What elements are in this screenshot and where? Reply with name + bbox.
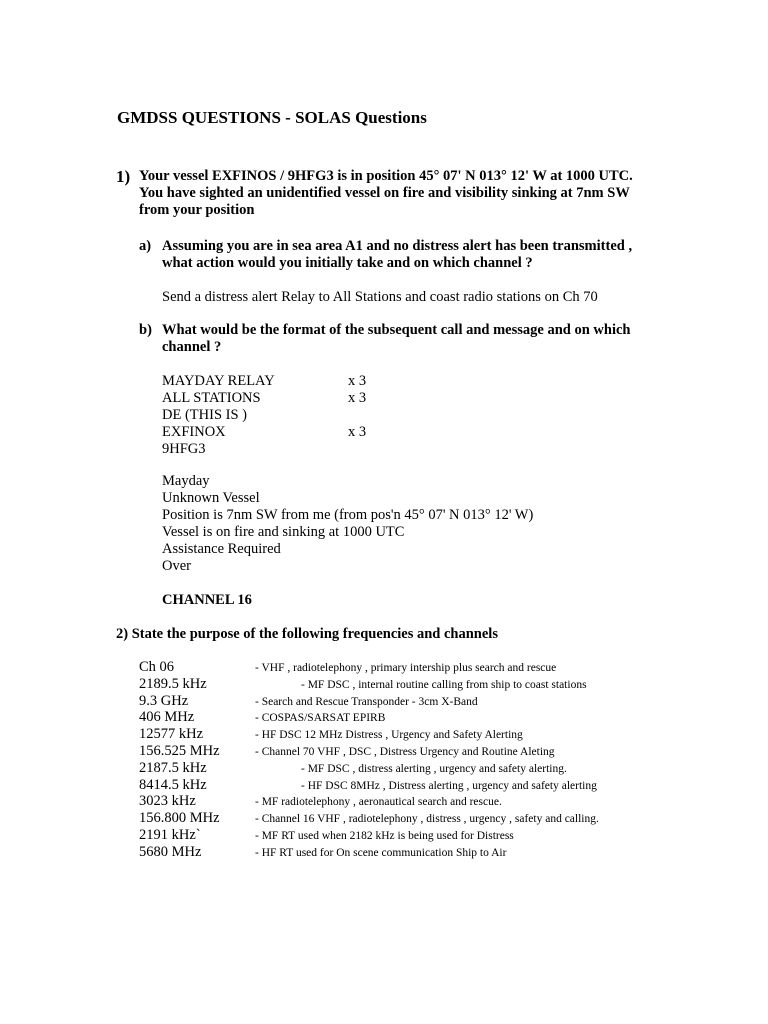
frequency-value: 2189.5 kHz xyxy=(139,675,207,692)
frequency-value: 12577 kHz xyxy=(139,726,204,743)
frequency-purpose: - MF radiotelephony , aeronautical search and rescue. xyxy=(255,796,502,809)
question-1-number: 1) xyxy=(116,167,131,186)
frequency-value: 9.3 GHz xyxy=(139,692,189,709)
frequency-value: 156.525 MHz xyxy=(139,742,220,759)
call-row-text: ALL STATIONS xyxy=(162,390,261,406)
call-row-count: x 3 xyxy=(348,424,367,440)
frequency-purpose: - COSPAS/SARSAT EPIRB xyxy=(255,712,386,725)
question-1a-text: Assuming you are in sea area A1 and no distress alert has been transmitted , what action would you initially take and on which channel ? xyxy=(162,238,633,271)
document-title: GMDSS QUESTIONS - SOLAS Questions xyxy=(117,108,427,127)
question-2-text: 2) State the purpose of the following frequencies and channels xyxy=(116,626,498,642)
question-1-text: Your vessel EXFINOS / 9HFG3 is in position 45° 07' N 013° 12' W at 1000 UTC. You have sighted an unidentified vessel on fire and visibility sinking at 7nm SW from your position xyxy=(139,168,633,218)
frequency-value: 8414.5 kHz xyxy=(139,776,207,793)
frequency-purpose: - HF DSC 8MHz , Distress alerting , urgency and safety alerting xyxy=(301,779,597,792)
distress-message xyxy=(162,473,533,575)
question-1b-text: What would be the format of the subsequent call and message and on which channel ? xyxy=(162,322,631,355)
message-line: Over xyxy=(162,558,191,574)
call-format-table xyxy=(162,373,367,458)
frequency-purpose: - Search and Rescue Transponder - 3cm X-Band xyxy=(255,695,478,708)
call-row-text: EXFINOX xyxy=(162,424,226,440)
frequency-purpose: - HF RT used for On scene communication Ship to Air xyxy=(255,846,507,859)
call-row xyxy=(162,373,367,390)
message-line: Position is 7nm SW from me (from pos'n 45° 07' N 013° 12' W) xyxy=(162,507,534,523)
frequency-value: 3023 kHz xyxy=(139,793,196,810)
call-row xyxy=(162,390,367,407)
frequency-value: 2191 kHz` xyxy=(139,826,201,843)
frequency-value: 156.800 MHz xyxy=(139,810,220,827)
call-row-count: x 3 xyxy=(348,390,367,406)
call-row xyxy=(162,424,367,441)
call-row-text: 9HFG3 xyxy=(162,441,206,457)
call-row-text: DE (THIS IS ) xyxy=(162,407,247,423)
message-line: Vessel is on fire and sinking at 1000 UTC xyxy=(162,524,405,540)
message-line: Mayday xyxy=(162,473,210,489)
message-line: Unknown Vessel xyxy=(162,490,260,506)
question-1a-answer: Send a distress alert Relay to All Stations and coast radio stations on Ch 70 xyxy=(162,289,598,305)
frequency-purpose: - VHF , radiotelephony , primary intership plus search and rescue xyxy=(255,662,557,674)
frequency-purpose: - Channel 16 VHF , radiotelephony , distress , urgency , safety and calling. xyxy=(255,813,599,826)
message-line: Assistance Required xyxy=(162,541,281,557)
frequency-purpose: - MF RT used when 2182 kHz is being used for Distress xyxy=(255,829,514,842)
frequency-value: 2187.5 kHz xyxy=(139,759,207,776)
channel-answer: CHANNEL 16 xyxy=(162,592,252,608)
call-row xyxy=(162,407,275,424)
question-1a-letter: a) xyxy=(139,238,152,254)
call-row xyxy=(162,441,275,458)
frequency-purpose: - HF DSC 12 MHz Distress , Urgency and Safety Alerting xyxy=(255,729,523,742)
frequency-value: Ch 06 xyxy=(139,659,175,675)
call-row-text: MAYDAY RELAY xyxy=(162,373,275,389)
question-1b-letter: b) xyxy=(139,322,152,338)
frequency-value: 5680 MHz xyxy=(139,843,202,860)
call-row-count: x 3 xyxy=(348,373,367,389)
frequency-purpose: - Channel 70 VHF , DSC , Distress Urgency and Routine Aleting xyxy=(255,745,555,758)
frequency-purpose: - MF DSC , internal routine calling from ship to coast stations xyxy=(301,678,587,691)
frequency-purpose: - MF DSC , distress alerting , urgency and safety alerting. xyxy=(301,762,567,775)
frequency-value: 406 MHz xyxy=(139,709,195,726)
